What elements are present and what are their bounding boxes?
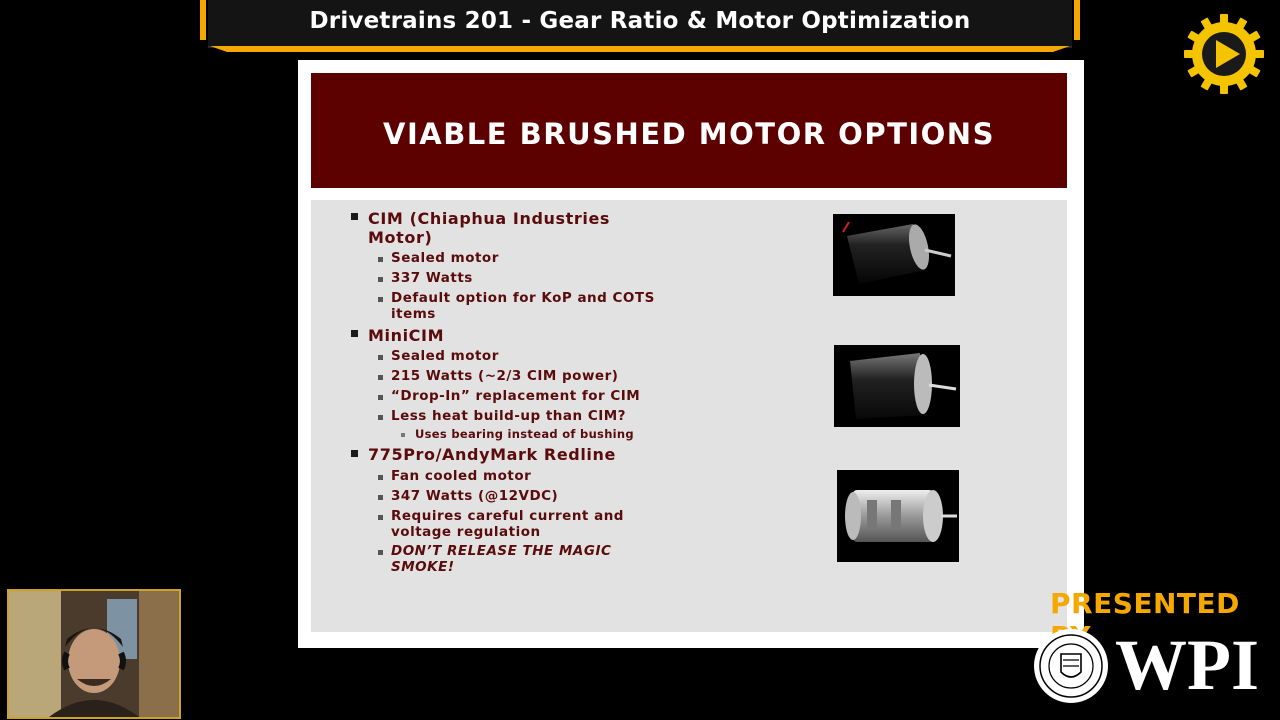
sub-bullet-marker [378, 355, 383, 360]
motor-cim-name-cont: Motor) [368, 228, 433, 247]
stream-title: Drivetrains 201 - Gear Ratio & Motor Optimization [309, 8, 971, 34]
minicim-point: Less heat build-up than CIM? [391, 408, 627, 424]
motor-775pro-name: 775Pro/AndyMark Redline [368, 445, 616, 464]
775pro-point: 347 Watts (@12VDC) [391, 488, 559, 504]
wpi-seal-icon [1033, 628, 1109, 704]
gear-play-logo-icon [1182, 12, 1266, 96]
motor-cim-name: CIM (Chiaphua Industries [368, 209, 611, 228]
775pro-point: Requires careful current and [391, 508, 624, 524]
bullet-marker [351, 213, 358, 220]
sub-bullet-marker [378, 515, 383, 520]
wpi-logo-text: WPI [1115, 625, 1259, 705]
slide-body [311, 200, 1067, 632]
sub-bullet-marker [378, 495, 383, 500]
775pro-warning-cont: SMOKE! [391, 559, 455, 575]
cim-point: Sealed motor [391, 250, 499, 266]
sub-sub-bullet-marker [401, 433, 405, 437]
775pro-warning: DON’T RELEASE THE MAGIC [391, 543, 612, 559]
sub-bullet-marker [378, 257, 383, 262]
sub-bullet-marker [378, 277, 383, 282]
motor-minicim-name: MiniCIM [368, 326, 445, 345]
banner-underline [210, 46, 1070, 52]
sub-bullet-marker [378, 375, 383, 380]
cim-point: Default option for KoP and COTS [391, 290, 655, 306]
bullet-marker [351, 450, 358, 457]
775pro-motor-image [837, 470, 959, 562]
minicim-motor-image [834, 345, 960, 427]
775pro-point: Fan cooled motor [391, 468, 532, 484]
slide-title-bar [311, 73, 1067, 188]
bullet-marker [351, 330, 358, 337]
cim-point: 337 Watts [391, 270, 473, 286]
minicim-point: “Drop-In” replacement for CIM [391, 388, 641, 404]
cim-point-cont: items [391, 306, 436, 322]
cim-motor-image [833, 214, 955, 296]
sub-bullet-marker [378, 395, 383, 400]
775pro-point-cont: voltage regulation [391, 524, 541, 540]
minicim-point: 215 Watts (~2/3 CIM power) [391, 368, 619, 384]
title-banner [200, 0, 1080, 58]
presenter-webcam [7, 589, 181, 719]
sub-bullet-marker [378, 475, 383, 480]
minicim-sub-point: Uses bearing instead of bushing [415, 427, 634, 441]
minicim-point: Sealed motor [391, 348, 499, 364]
sub-bullet-marker [378, 550, 383, 555]
presented-by-label: PRESENTED [1050, 587, 1240, 620]
sub-bullet-marker [378, 415, 383, 420]
presentation-slide [298, 60, 1084, 648]
sub-bullet-marker [378, 297, 383, 302]
slide-title: VIABLE BRUSHED MOTOR OPTIONS [383, 117, 995, 151]
